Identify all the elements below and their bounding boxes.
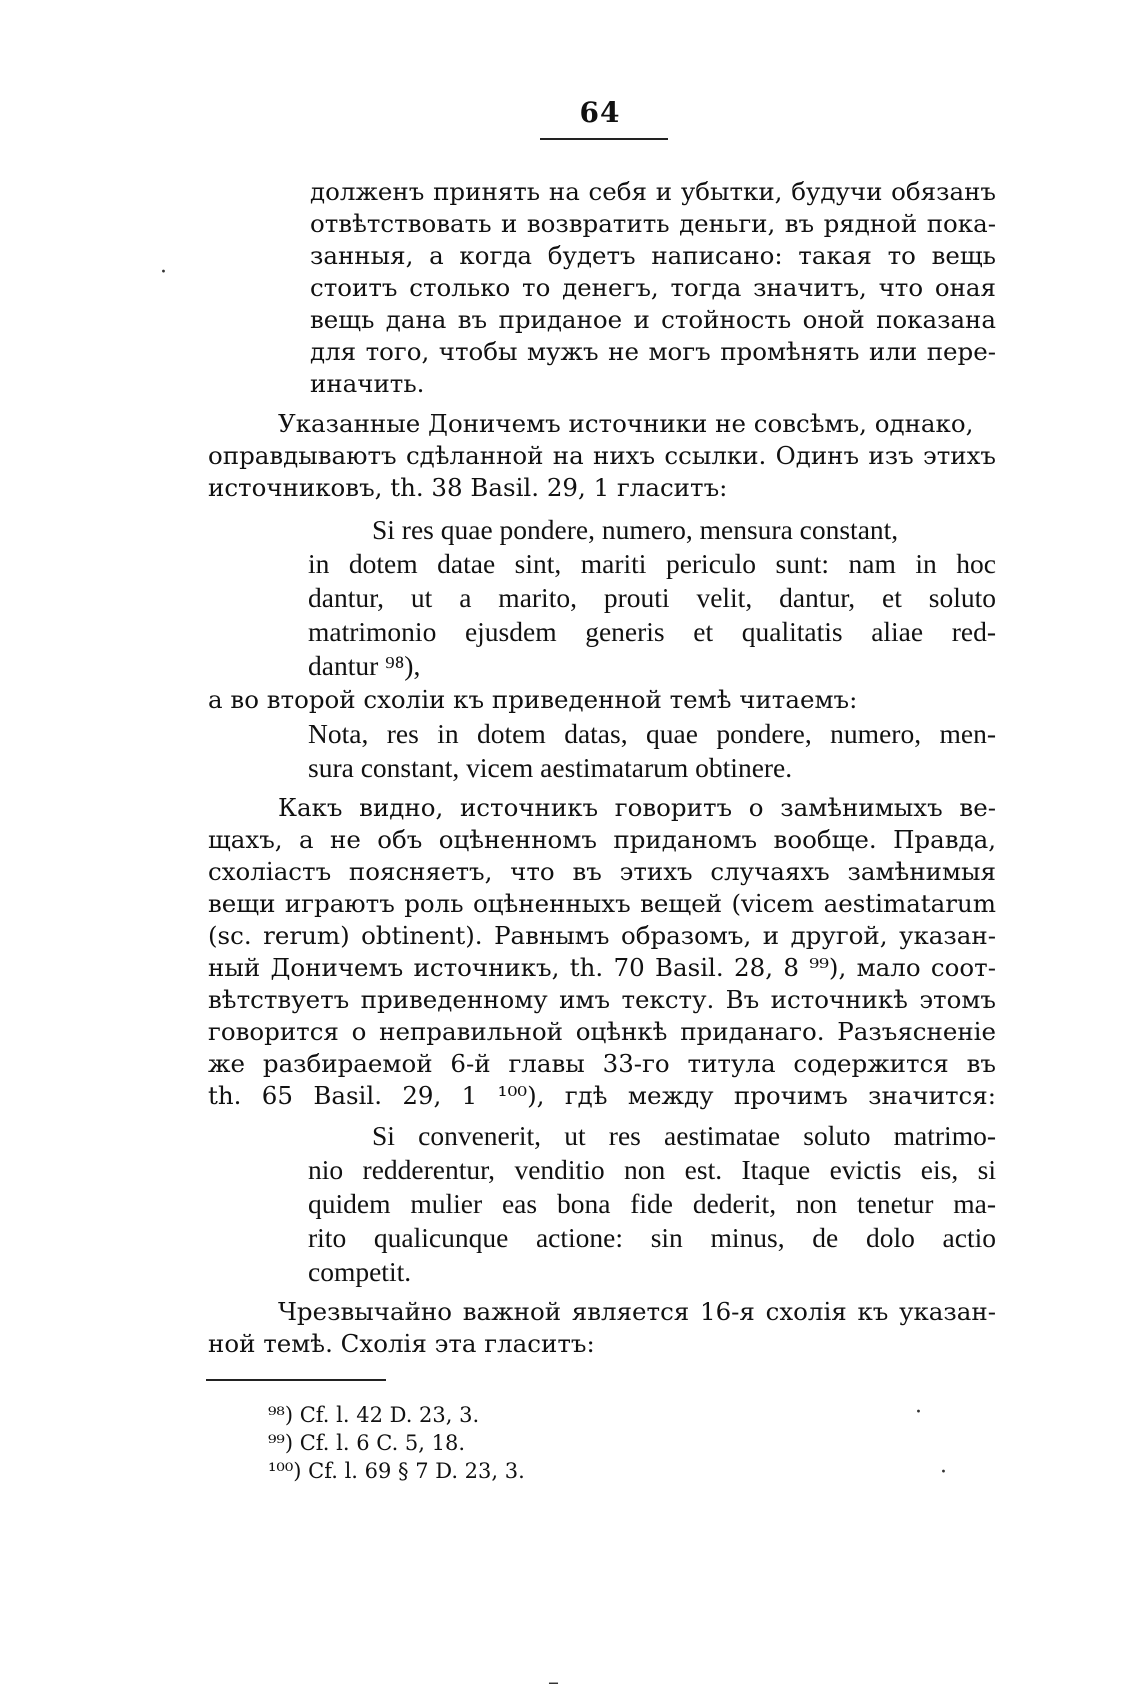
latin-quote-line: dantur ⁹⁸), [308,650,421,681]
text-line: а во второй схоліи къ приведенной темѣ читаемъ: [208,685,858,714]
text-line: долженъ принять на себя и убытки, будучи обязанъ [310,177,996,206]
footnote: ⁹⁹) Cf. l. 6 C. 5, 18. [268,1431,466,1455]
page-number-rule [540,138,668,140]
latin-quote-line: Si convenerit, ut res aestimatae soluto matrimo- [372,1120,996,1151]
scan-speck: · [915,1400,922,1425]
latin-quote-line: quidem mulier eas bona fide dederit, non tenetur ma- [308,1188,996,1219]
text-line: же разбираемой 6-й главы 33-го титула содержится въ [208,1049,996,1078]
latin-quote-line: Nota, res in dotem datas, quae pondere, numero, men- [308,718,996,749]
latin-quote-line: competit. [308,1256,412,1287]
text-line: th. 65 Basil. 29, 1 ¹⁰⁰), гдѣ между прочимъ значится: [208,1081,996,1110]
text-line: занныя, а когда будетъ написано: такая то вещь [310,241,996,270]
text-line: иначить. [310,369,425,398]
text-line: Указанные Доничемъ источники не совсѣмъ, однако, [278,409,974,438]
scan-speck: · [160,260,167,285]
text-line: оправдываютъ сдѣланной на нихъ ссылки. Одинъ изъ этихъ [208,441,996,470]
text-line: говорится о неправильной оцѣнкѣ приданаго. Разъясненіе [208,1017,996,1046]
text-line: Чрезвычайно важной является 16-я схолія къ указан- [278,1297,996,1326]
text-line: щахъ, а не объ оцѣненномъ приданомъ вообще. Правда, [208,825,996,854]
latin-quote-line: sura constant, vicem aestimatarum obtinere. [308,752,793,783]
text-line: вещи играютъ роль оцѣненныхъ вещей (vicem aestimatarum [208,889,996,918]
latin-quote-line: Si res quae pondere, numero, mensura constant, [372,514,899,545]
text-line: Какъ видно, источникъ говоритъ о замѣнимыхъ ве- [278,793,996,822]
footnote: ⁹⁸) Cf. l. 42 D. 23, 3. [268,1403,480,1427]
scan-speck: – [548,1670,559,1695]
text-line: стоитъ столько то денегъ, тогда значитъ, что оная [310,273,996,302]
footnote: ¹⁰⁰) Cf. l. 69 § 7 D. 23, 3. [268,1459,525,1483]
text-line: отвѣтствовать и возвратить деньги, въ рядной пока- [310,209,996,238]
latin-quote-line: nio redderentur, venditio non est. Itaque evictis eis, si [308,1154,996,1185]
text-line: ный Доничемъ источникъ, th. 70 Basil. 28, 8 ⁹⁹), мало соот- [208,953,996,982]
text-line: (sc. rerum) obtinent). Равнымъ образомъ, и другой, указан- [208,921,996,950]
text-line: для того, чтобы мужъ не могъ промѣнять или пере- [310,337,996,366]
latin-quote-line: matrimonio ejusdem generis et qualitatis aliae red- [308,616,996,647]
latin-quote-line: in dotem datae sint, mariti periculo sunt: nam in hoc [308,548,996,579]
text-line: схоліастъ поясняетъ, что въ этихъ случаяхъ замѣнимыя [208,857,996,886]
footnote-rule [206,1379,386,1381]
text-line: источниковъ, th. 38 Basil. 29, 1 гласитъ: [208,473,728,502]
page-number: 64 [579,96,621,129]
text-line: ной темѣ. Схолія эта гласитъ: [208,1329,595,1358]
text-line: вещь дана въ приданое и стойность оной показана [310,305,996,334]
latin-quote-line: rito qualicunque actione: sin minus, de dolo actio [308,1222,996,1253]
text-line: вѣтствуетъ приведенному имъ тексту. Въ источникѣ этомъ [208,985,996,1014]
latin-quote-line: dantur, ut a marito, prouti velit, dantur, et soluto [308,582,996,613]
scan-speck: · [940,1460,947,1485]
